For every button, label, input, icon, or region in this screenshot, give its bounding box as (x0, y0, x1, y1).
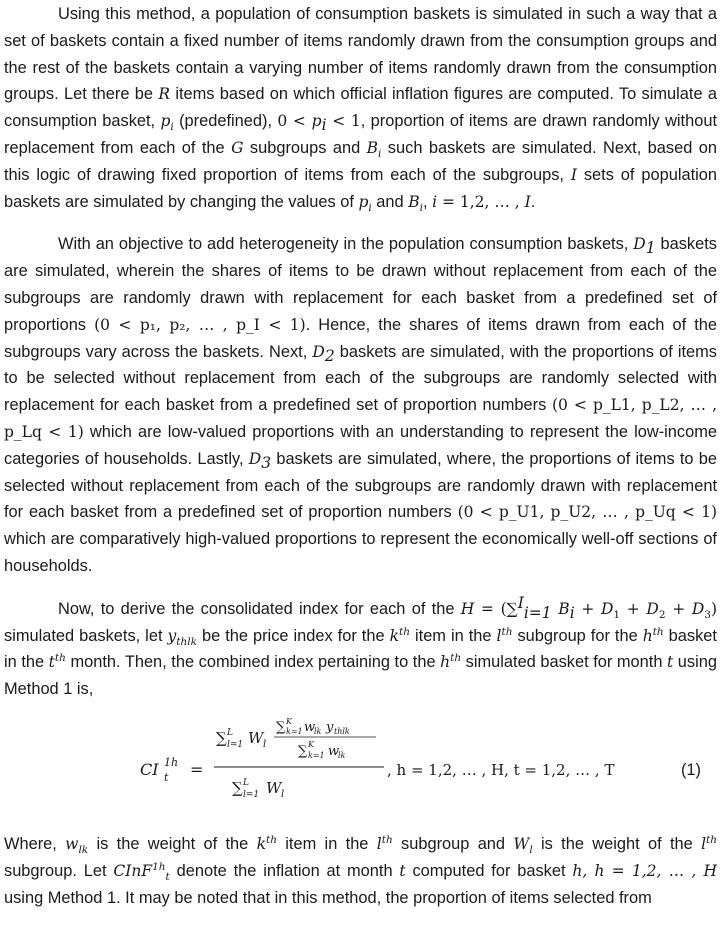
eq-num-sum-lower: l=1 (227, 739, 244, 750)
eq-inner-den-sum: ∑ (298, 743, 308, 759)
eq-num-sum-upper: L (227, 727, 233, 738)
eq-inner-num-w: w (304, 719, 316, 735)
eq-lhs-sub: t (164, 770, 169, 784)
eq-inner-den-w: w (328, 743, 340, 759)
eq-num-W-sub: l (263, 738, 267, 750)
eq-inner-den-w-sub: lk (338, 750, 346, 760)
eq-num-sum: ∑ (216, 728, 227, 747)
eq-inner-num-y: y (326, 719, 334, 735)
eq-inner-num-w-sub: lk (314, 726, 322, 736)
equation-formula (4, 709, 717, 827)
eq-den-W: W (266, 778, 282, 797)
eq-den-W-sub: l (281, 788, 285, 800)
eq-den-sum: ∑ (232, 778, 243, 797)
equation-number: (1) (680, 760, 701, 779)
eq-inner-den-upper: K (308, 739, 314, 749)
eq-tail: , h = 1,2, … , H, t = 1,2, … , T (387, 760, 615, 779)
paragraph-definitions: Where, $w_{lk}$ is the weight of the $k^{th}$ item in the $l^{th}$ subgroup and $W_l$ is the weight of the $l^{th}$ subgroup. Let CInF$^{1h}_t$ denote the inflation at month t computed for basket h, h = 1,2, … , H using Method 1. It may be noted that in this method, the proportion of items selected from (4, 833, 718, 907)
eq-inner-num-sum: ∑ (276, 719, 286, 735)
eq-inner-den-lower: k=1 (308, 750, 325, 760)
paragraph-simulation-method: Using this method, a population of consumption baskets is simulated in such a way that a set of baskets contain a fixed number of items randomly drawn from the consumption groups and the rest of the baskets contain a varying number of items randomly drawn from the consumption groups. Let there be R items based on which official inflation figures are computed. To simulate a consumption basket, $p_i$ (predefined), $0 < p_i < 1$, proportion of items are drawn randomly without replacement from each of the G subgroups and $B_i$ such baskets are simulated. Next, based on this logic of drawing fixed proportion of items from each of the subgroups, I sets of population baskets are simulated by changing the values of $p_i$ and $B_i$, i = 1,2, … , I. (4, 5, 718, 214)
eq-inner-num-lower: k=1 (286, 726, 303, 736)
paragraph-heterogeneity: With an objective to add heterogeneity in the population consumption baskets, $D_1$ baskets are simulated, wherein the shares of items to be drawn without replacement from each of the subgroups are randomly drawn with replacement for each basket from a predefined set of proportions (0 < p₁, p₂, … , p_I < 1). Hence, the shares of items drawn from each of the subgroups vary across the baskets. Next, $D_2$ baskets are simulated, with the proportions of items to be selected without replacement from each of the subgroups are randomly selected with replacement for each basket from a predefined set of proportion numbers (0 < p_L1, p_L2, … , p_Lq < 1) which are low-valued proportions with an understanding to represent the low-income categories of households. Lastly, $D_3$ baskets are simulated, where, the proportions of items to be selected without replacement from each of the subgroups are randomly drawn with replacement for each basket from a predefined set of proportion numbers (0 < p_U1, p_U2, … , p_Uq < 1) which are comparatively high-valued proportions to represent the economically well-off sections of households. (4, 235, 718, 575)
equation-1 (4, 709, 717, 827)
eq-inner-num-y-sub: thlk (334, 726, 350, 736)
eq-den-sum-upper: L (243, 777, 249, 788)
eq-den-sum-lower: l=1 (243, 789, 260, 800)
eq-equals: = (190, 759, 204, 779)
paragraph-consolidated-index: Now, to derive the consolidated index for each of the H = (∑$^I_{i=1}$ $B_i + D_1 + D_2 + D_3$) simulated baskets, let $y_{thlk}$ be the price index for the $k^{th}$ item in the $l^{th}$ subgroup for the $h^{th}$ basket in the $t^{th}$ month. Then, the combined index pertaining to the $h^{th}$ simulated basket for month t using Method 1 is, (4, 593, 718, 699)
document-page (0, 1, 726, 929)
eq-inner-num-upper: K (286, 716, 292, 726)
eq-lhs: CI (140, 759, 159, 779)
eq-lhs-sup: 1h (164, 755, 179, 769)
eq-num-W: W (248, 728, 264, 747)
